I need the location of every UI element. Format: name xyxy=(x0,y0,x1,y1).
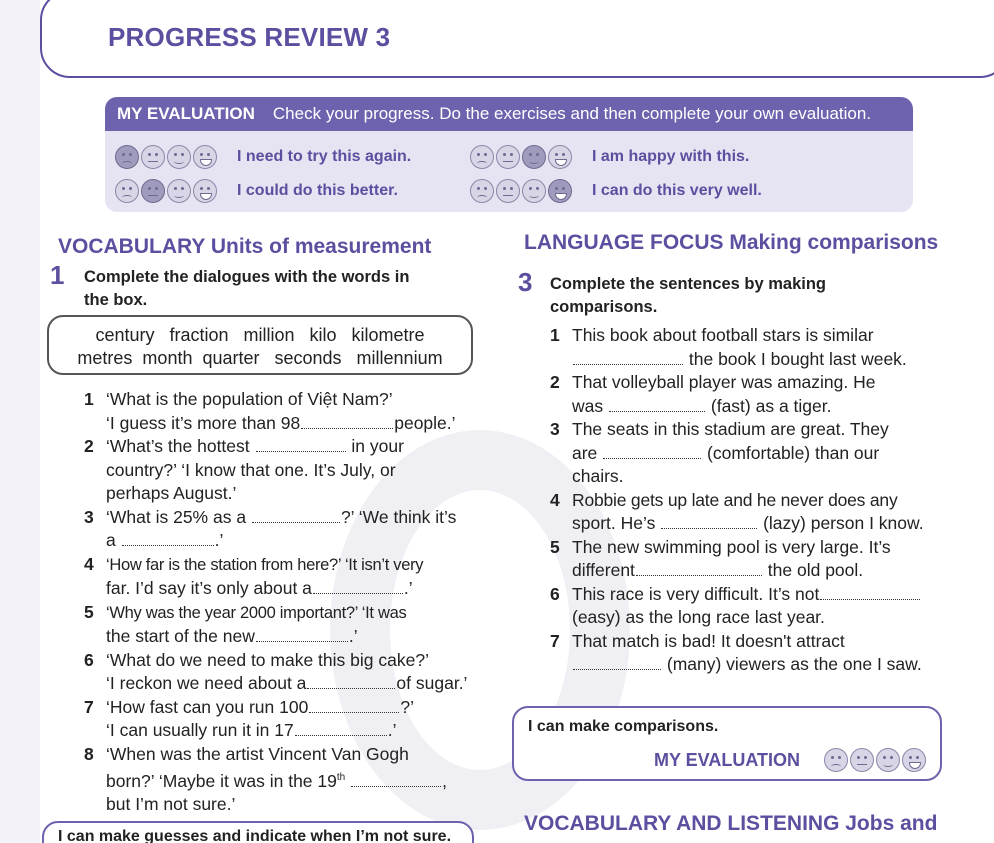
item-text: (fast) as a tiger. xyxy=(710,395,832,416)
item-text: That volleyball player was amazing. He xyxy=(572,372,876,392)
item-number: 1 xyxy=(550,325,560,345)
item-text: .’ xyxy=(387,720,397,740)
grin-face-icon xyxy=(548,179,572,203)
exercise-number: 1 xyxy=(50,260,65,290)
vocabulary-items xyxy=(84,388,476,817)
item-text: ‘I reckon we need about a xyxy=(106,673,307,693)
sad-face-icon[interactable] xyxy=(824,748,848,772)
answer-blank[interactable] xyxy=(636,575,762,576)
item-text: (lazy) person I know. xyxy=(763,513,924,533)
item-text: Robbie gets up late and he never does any xyxy=(572,489,898,510)
list-item xyxy=(550,583,942,630)
item-text: ‘What is 25% as a xyxy=(106,506,247,527)
grin-face-icon[interactable] xyxy=(902,748,926,772)
instruction-line: the box. xyxy=(84,291,148,309)
item-number: 5 xyxy=(84,601,94,622)
item-text: .’ xyxy=(403,578,413,598)
item-number: 3 xyxy=(84,506,94,527)
item-text: far. I’d say it’s only about a xyxy=(106,578,312,598)
item-text: ?’ xyxy=(400,696,414,717)
evaluation-instruction: Check your progress. Do the exercises and then complete your own evaluation. xyxy=(272,104,872,123)
item-number: 6 xyxy=(84,649,94,670)
evaluation-level-1 xyxy=(115,145,411,169)
list-item xyxy=(84,435,476,506)
self-evaluation xyxy=(654,748,926,772)
neutral-face-icon xyxy=(141,145,165,169)
list-item xyxy=(84,601,476,649)
exercise-instruction xyxy=(84,266,409,312)
grin-face-icon xyxy=(193,179,217,203)
item-text: in your xyxy=(351,436,404,456)
item-text: was xyxy=(572,395,604,416)
face-set xyxy=(115,179,217,203)
answer-blank[interactable] xyxy=(309,712,399,713)
item-text: country?’ ‘I know that one. It’s July, or xyxy=(106,459,396,480)
evaluation-label: MY EVALUATION xyxy=(653,749,800,770)
evaluation-level-4 xyxy=(470,179,762,203)
list-item xyxy=(84,553,476,601)
item-text: ‘What is the population of Việt Nam?’ xyxy=(106,389,393,409)
item-text: chairs. xyxy=(572,466,624,486)
word-box-line: century fraction million kilo kilometre xyxy=(95,325,425,345)
list-item xyxy=(550,489,942,536)
word-box-line: metres month quarter seconds millennium xyxy=(77,348,443,368)
evaluation-panel xyxy=(105,97,913,212)
evaluation-level-3 xyxy=(470,145,749,169)
item-text: ‘Why was the year 2000 important?’ ‘It was xyxy=(106,603,407,622)
item-text: (comfortable) than our xyxy=(707,442,880,463)
language-focus-items xyxy=(550,324,942,677)
list-item xyxy=(84,696,476,743)
item-text: born?’ ‘Maybe it was in the 19 xyxy=(106,770,337,791)
answer-blank[interactable] xyxy=(573,364,683,365)
can-do-statement: I can make guesses and indicate when I’m not sure. xyxy=(58,828,452,843)
answer-blank[interactable] xyxy=(252,522,340,523)
page-margin xyxy=(0,0,40,843)
neutral-face-icon xyxy=(496,145,520,169)
list-item xyxy=(84,388,476,435)
smile-face-icon xyxy=(522,179,546,203)
item-text: different xyxy=(572,560,635,580)
item-text: ‘How fast can you run 100 xyxy=(106,696,309,717)
item-text: perhaps August.’ xyxy=(106,483,237,503)
can-do-box xyxy=(42,821,474,843)
list-item xyxy=(550,418,942,489)
sad-face-icon xyxy=(115,145,139,169)
item-text: the old pool. xyxy=(767,560,864,580)
smile-face-icon xyxy=(167,145,191,169)
item-number: 7 xyxy=(550,630,560,651)
smile-face-icon xyxy=(167,179,191,203)
item-text: , xyxy=(442,770,447,791)
item-number: 4 xyxy=(550,489,560,510)
item-text: (many) viewers as the one I saw. xyxy=(666,654,922,674)
item-text: ‘How far is the station from here?’ ‘It isn’t very xyxy=(106,555,424,574)
answer-blank[interactable] xyxy=(609,411,705,412)
evaluation-level-2 xyxy=(115,179,398,203)
face-set xyxy=(115,145,217,169)
list-item xyxy=(84,649,476,696)
answer-blank[interactable] xyxy=(122,545,214,546)
answer-blank[interactable] xyxy=(256,641,348,642)
item-number: 6 xyxy=(550,583,560,604)
item-number: 3 xyxy=(550,419,560,439)
grin-face-icon xyxy=(193,145,217,169)
item-number: 5 xyxy=(550,536,560,557)
answer-blank[interactable] xyxy=(573,669,661,670)
evaluation-level-text: I can do this very well. xyxy=(592,182,762,199)
item-text: ‘What do we need to make this big cake?’ xyxy=(106,649,429,670)
answer-blank[interactable] xyxy=(661,528,757,529)
answer-blank[interactable] xyxy=(603,458,701,459)
item-text: The new swimming pool is very large. It’s xyxy=(572,536,891,557)
item-text: the book I bought last week. xyxy=(688,348,907,369)
list-item xyxy=(550,536,942,583)
word-box xyxy=(47,315,473,375)
exercise-number: 3 xyxy=(518,267,533,297)
item-text: This race is very difficult. It’s not xyxy=(572,583,820,604)
neutral-face-icon[interactable] xyxy=(850,748,874,772)
item-text: This book about football stars is similar xyxy=(572,325,874,345)
evaluation-label: MY EVALUATION xyxy=(117,104,255,123)
can-do-statement: I can make comparisons. xyxy=(528,718,719,735)
item-text: but I’m not sure.’ xyxy=(106,794,236,815)
list-item xyxy=(550,371,942,418)
item-text: ‘When was the artist Vincent Van Gogh xyxy=(106,743,409,764)
neutral-face-icon xyxy=(141,179,165,203)
item-number: 7 xyxy=(84,696,94,717)
evaluation-level-text: I need to try this again. xyxy=(237,148,412,165)
face-set xyxy=(470,179,572,203)
item-text: That match is bad! It doesn't attract xyxy=(572,630,845,651)
item-text: ‘What’s the hottest xyxy=(106,436,250,456)
list-item xyxy=(550,630,942,677)
sad-face-icon xyxy=(470,179,494,203)
answer-blank[interactable] xyxy=(256,451,346,452)
instruction-line: Complete the sentences by making xyxy=(550,275,826,293)
item-text: sport. He’s xyxy=(572,513,656,533)
sad-face-icon xyxy=(470,145,494,169)
item-number: 8 xyxy=(84,743,94,764)
face-set xyxy=(470,145,572,169)
item-text: are xyxy=(572,442,598,463)
smile-face-icon[interactable] xyxy=(876,748,900,772)
item-text: ?’ ‘We think it’s xyxy=(340,506,457,527)
answer-blank[interactable] xyxy=(351,786,441,787)
item-text: of sugar.’ xyxy=(396,673,468,693)
vocabulary-heading: VOCABULARY Units of measurement xyxy=(58,235,432,258)
sad-face-icon xyxy=(115,179,139,203)
evaluation-header xyxy=(105,97,913,131)
list-item xyxy=(84,743,476,817)
language-focus-heading: LANGUAGE FOCUS Making comparisons xyxy=(524,231,939,254)
item-number: 1 xyxy=(84,389,94,409)
ordinal-suffix: th xyxy=(336,772,346,783)
answer-blank[interactable] xyxy=(307,688,395,689)
instruction-line: Complete the dialogues with the words in xyxy=(84,268,410,286)
answer-blank[interactable] xyxy=(295,735,387,736)
item-number: 4 xyxy=(84,553,94,574)
item-text: .’ xyxy=(214,530,224,550)
next-section-heading: VOCABULARY AND LISTENING Jobs and xyxy=(524,812,938,835)
evaluation-level-text: I am happy with this. xyxy=(592,148,750,165)
list-item xyxy=(84,506,476,553)
smile-face-icon xyxy=(522,145,546,169)
item-text: the start of the new xyxy=(106,626,255,646)
grin-face-icon xyxy=(548,145,572,169)
answer-blank[interactable] xyxy=(313,593,403,594)
can-do-box xyxy=(512,706,942,781)
item-text: The seats in this stadium are great. They xyxy=(572,419,889,439)
item-text: ‘I guess it’s more than 98 xyxy=(106,412,301,433)
item-text: people.’ xyxy=(394,412,456,433)
item-text: .’ xyxy=(348,626,358,646)
exercise-instruction xyxy=(550,273,826,319)
item-text: ‘I can usually run it in 17 xyxy=(106,720,294,740)
neutral-face-icon xyxy=(496,179,520,203)
item-number: 2 xyxy=(84,436,94,456)
item-text: (easy) as the long race last year. xyxy=(572,607,825,627)
evaluation-level-text: I could do this better. xyxy=(237,182,398,199)
answer-blank[interactable] xyxy=(820,599,920,600)
answer-blank[interactable] xyxy=(301,428,393,429)
item-number: 2 xyxy=(550,372,560,392)
page-title: PROGRESS REVIEW 3 xyxy=(108,22,391,52)
list-item xyxy=(550,324,942,371)
face-set[interactable] xyxy=(824,748,926,772)
item-text: a xyxy=(106,530,116,550)
instruction-line: comparisons. xyxy=(550,298,658,316)
